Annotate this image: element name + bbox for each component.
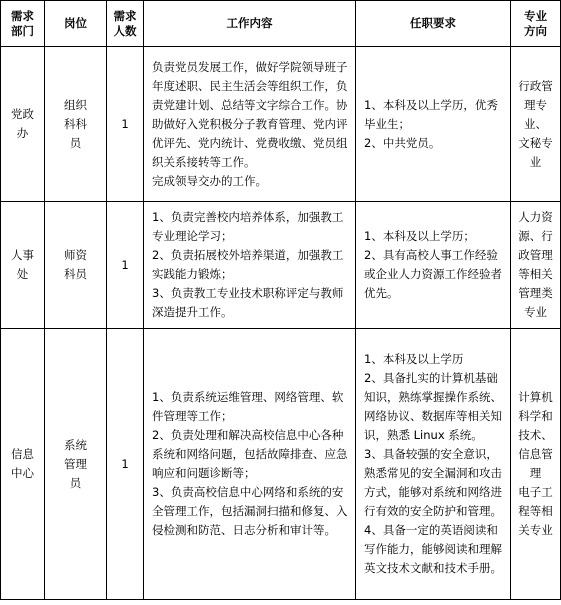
count-cell: 1 bbox=[107, 329, 144, 600]
table-row bbox=[1, 47, 561, 202]
count-cell: 1 bbox=[107, 47, 144, 202]
dept-cell: 人事 处 bbox=[1, 202, 45, 329]
major-cell: 行政管 理专 业、 文秘专 业 bbox=[511, 47, 561, 202]
header-dept: 需求 部门 bbox=[1, 1, 45, 47]
header-requirement: 任职要求 bbox=[356, 1, 511, 47]
header-major: 专业 方向 bbox=[511, 1, 561, 47]
header-count: 需求 人数 bbox=[107, 1, 144, 47]
dept-cell: 党政 办 bbox=[1, 47, 45, 202]
table-row bbox=[1, 329, 561, 600]
count-cell: 1 bbox=[107, 202, 144, 329]
header-duty: 工作内容 bbox=[144, 1, 356, 47]
major-cell: 计算机 科学和 技术、 信息管 理 电子工 程等相 关专业 bbox=[511, 329, 561, 600]
duty-cell: 1、负责系统运维管理、网络管理、软件管理等工作； 2、负责处理和解决高校信息中心各种系统和网络问题，包括故障排查、应急响应和问题诊断等； 3、负责高校信息中心网络和系统的安全管理工作，包括漏洞扫描和修复、入侵检测和防范、日志分析和审计等。 bbox=[144, 329, 356, 600]
requirement-cell: 1、本科及以上学历； 2、具有高校人事工作经验或企业人力资源工作经验者优先。 bbox=[356, 202, 511, 329]
requirement-cell: 1、本科及以上学历 2、具备扎实的计算机基础知识，熟练掌握操作系统、网络协议、数据库等相关知识，熟悉 Linux 系统。 3、具备较强的安全意识，熟悉常见的安全漏洞和攻击方式，能够对系统和网络进行有效的安全防护和管理。 4、具备一定的英语阅读和写作能力，能够阅读和理解英文技术文献和技术手册。 bbox=[356, 329, 511, 600]
position-cell: 系统 管理 员 bbox=[45, 329, 107, 600]
position-cell: 师资 科员 bbox=[45, 202, 107, 329]
duty-cell: 负责党员发展工作，做好学院领导班子年度述职、民主生活会等组织工作，负责党建计划、总结等文字综合工作。协助做好入党积极分子教育管理、党内评优评先、党内统计、党费收缴、党员组织关系接转等工作。 完成领导交办的工作。 bbox=[144, 47, 356, 202]
table-row bbox=[1, 202, 561, 329]
major-cell: 人力资 源、行 政管理 等相关 管理类 专业 bbox=[511, 202, 561, 329]
dept-cell: 信息 中心 bbox=[1, 329, 45, 600]
duty-cell: 1、负责完善校内培养体系，加强教工专业理论学习； 2、负责拓展校外培养渠道，加强教工实践能力锻炼； 3、负责教工专业技术职称评定与教师深造提升工作。 bbox=[144, 202, 356, 329]
header-position: 岗位 bbox=[45, 1, 107, 47]
header-row bbox=[1, 1, 561, 47]
requirement-cell: 1、本科及以上学历，优秀毕业生； 2、中共党员。 bbox=[356, 47, 511, 202]
position-cell: 组织 科科 员 bbox=[45, 47, 107, 202]
